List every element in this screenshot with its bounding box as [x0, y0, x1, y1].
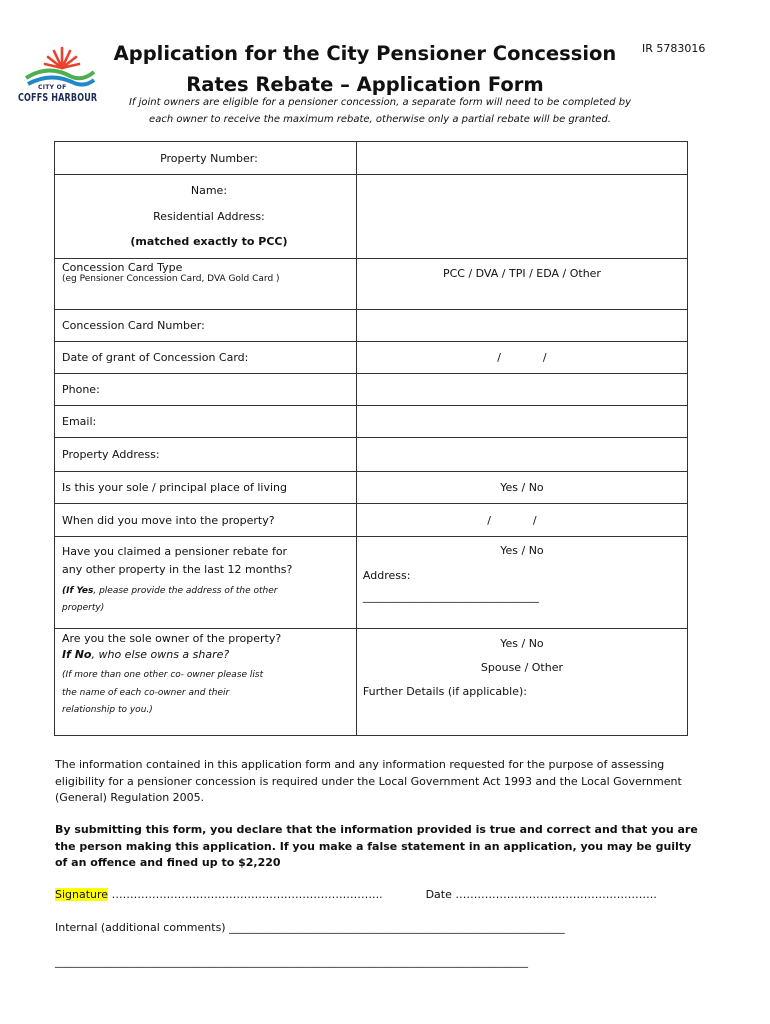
sole-owner-yes-no[interactable]: Yes / No: [500, 637, 544, 650]
card-number-label: Concession Card Number:: [55, 310, 357, 342]
claimed-line-2: any other property in the last 12 months?: [62, 563, 293, 576]
page-title: [110, 38, 620, 100]
date-field[interactable]: Date ……………………………………………….: [425, 888, 657, 901]
co-owner-line-1: (If more than one other co- owner please list: [62, 670, 264, 680]
sole-owner-field[interactable]: [356, 629, 687, 736]
row-phone: [55, 374, 688, 406]
title-line-1: Application for the City Pensioner Concession: [113, 42, 617, 65]
row-move-in: [55, 504, 688, 537]
declaration-text: By submitting this form, you declare that the information provided is true and correct and that you are the person making this application. If you make a false statement in an application, you may be guilty of an offence and fined up to $2,220: [55, 823, 698, 869]
address-line[interactable]: ________________________________: [362, 590, 539, 603]
row-claimed-rebate: [55, 537, 688, 629]
further-details-label: Further Details (if applicable):: [362, 685, 527, 698]
date-of-grant-label: Date of grant of Concession Card:: [55, 342, 357, 374]
signature-field[interactable]: ………………………………………………………………..: [108, 888, 383, 901]
subtitle-line-1: If joint owners are eligible for a pensioner concession, a separate form will need to be completed by: [128, 97, 632, 108]
logo-city-name: COFFS HARBOUR: [18, 92, 98, 104]
claimed-yes-no[interactable]: Yes / No: [500, 544, 544, 557]
row-name-address: [55, 175, 688, 259]
row-sole-owner: [55, 629, 688, 736]
subtitle-line-2: each owner to receive the maximum rebate, otherwise only a partial rebate will be granted.: [149, 114, 611, 125]
residential-address-label: Residential Address:: [153, 209, 265, 223]
phone-field[interactable]: [356, 374, 687, 406]
claimed-line-1: Have you claimed a pensioner rebate for: [62, 545, 288, 558]
row-email: [55, 406, 688, 438]
property-number-label: Property Number:: [55, 142, 357, 175]
row-principal-place: [55, 472, 688, 504]
internal-comments-field[interactable]: Internal (additional comments) _____________________________________________________________: [55, 921, 565, 934]
if-no-bold: If No: [62, 648, 92, 661]
principal-place-label: Is this your sole / principal place of living: [55, 472, 357, 504]
email-field[interactable]: [356, 406, 687, 438]
title-line-2: Rates Rebate – Application Form: [186, 73, 544, 96]
sole-owner-label: [55, 629, 357, 736]
legal-info-text: The information contained in this application form and any information requested for the purpose of assessing eligibility for a pensioner concession is required under the Local Government Act 1993 and the Local Government (General) Regulation 2005.: [55, 758, 682, 804]
name-address-field[interactable]: [356, 175, 687, 259]
signature-row: [55, 888, 657, 901]
row-card-type: [55, 259, 688, 310]
row-property-number: [55, 142, 688, 175]
application-form-table: [54, 141, 688, 736]
if-no-note: [62, 647, 356, 663]
matched-note: (matched exactly to PCC): [130, 235, 288, 249]
spouse-other-option[interactable]: Spouse / Other: [480, 661, 564, 674]
signature-label: Signature: [55, 888, 109, 901]
address-label: Address:: [362, 569, 411, 582]
if-yes-note: [62, 583, 356, 600]
claimed-rebate-field[interactable]: [356, 537, 687, 629]
card-type-example: (eg Pensioner Concession Card, DVA Gold Card ): [62, 274, 280, 284]
card-type-title: Concession Card Type: [62, 261, 183, 274]
row-date-of-grant: [55, 342, 688, 374]
if-yes-line-2: property): [62, 603, 105, 613]
card-type-options[interactable]: PCC / DVA / TPI / EDA / Other: [356, 259, 687, 310]
co-owner-line-2: the name of each co-owner and their: [62, 687, 230, 698]
move-in-label: When did you move into the property?: [55, 504, 357, 537]
logo-city-of: CITY OF: [38, 84, 67, 91]
if-no-rest: , who else owns a share?: [91, 648, 230, 661]
card-number-field[interactable]: [356, 310, 687, 342]
principal-place-yes-no[interactable]: Yes / No: [356, 472, 687, 504]
name-address-label: [55, 175, 357, 259]
if-yes-bold: (If Yes: [62, 586, 94, 596]
reference-number: IR 5783016: [642, 42, 706, 55]
row-card-number: [55, 310, 688, 342]
sole-owner-question: Are you the sole owner of the property?: [62, 632, 282, 645]
property-address-label: Property Address:: [55, 438, 357, 472]
move-in-date-field[interactable]: / /: [356, 504, 687, 537]
co-owner-line-3: relationship to you.): [62, 705, 153, 715]
email-label: Email:: [55, 406, 357, 438]
subtitle: [110, 94, 650, 128]
claimed-rebate-label: [55, 537, 357, 629]
row-property-address: [55, 438, 688, 472]
phone-label: Phone:: [55, 374, 357, 406]
property-number-field[interactable]: [356, 142, 687, 175]
property-address-field[interactable]: [356, 438, 687, 472]
date-of-grant-field[interactable]: / /: [356, 342, 687, 374]
name-label: Name:: [190, 184, 228, 198]
comments-blank-line[interactable]: ______________________________________________________________________________________: [55, 955, 528, 968]
if-yes-rest: , please provide the address of the other: [93, 586, 278, 596]
card-type-label: [55, 259, 357, 310]
